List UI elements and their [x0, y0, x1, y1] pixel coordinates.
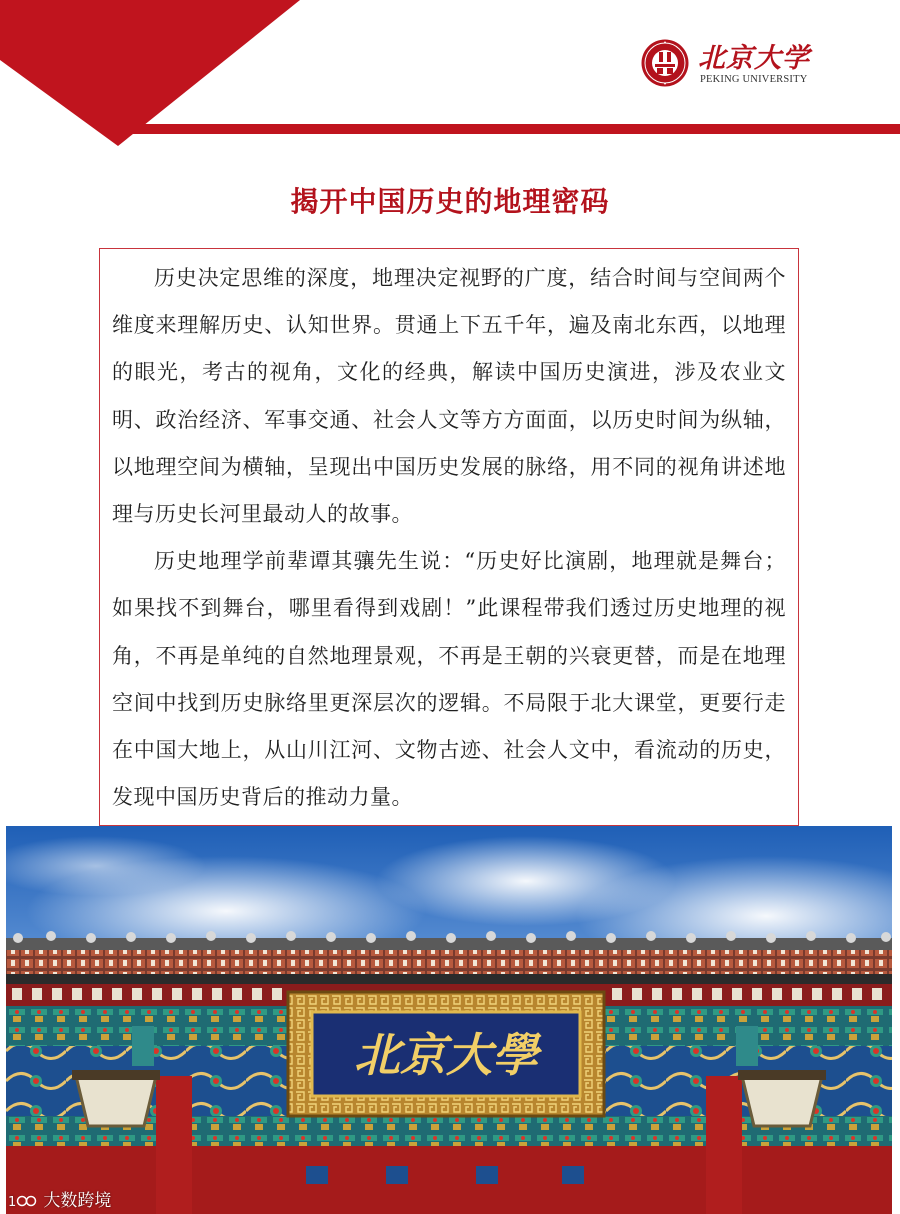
watermark-text: 大数跨境 [43, 1191, 112, 1211]
logo-chinese-name: 北京大学 [698, 43, 810, 74]
watermark-logo-icon [8, 1193, 38, 1209]
paragraph-1: 历史决定思维的深度，地理决定视野的广度，结合时间与空间两个维度来理解历史、认知世界。贯通上下五千年，遍及南北东西，以地理的眼光，考古的视角，文化的经典，解读中国历史演进，涉及农业文明、政治经济、军事交通、社会人文等方方面面，以历史时间为纵轴，以地理空间为横轴，呈现出中国历史发展的脉络，用不同的视角讲述地理与历史长河里最动人的故事。 [112, 266, 786, 527]
logo-english-name: PEKING UNIVERSITY [700, 74, 808, 85]
intro-text-box [99, 248, 799, 826]
header-red-bar [118, 124, 900, 134]
peking-university-seal-icon [640, 38, 690, 88]
svg-text:1: 1 [8, 1195, 17, 1209]
campus-gate-photo [6, 826, 892, 1214]
gate-illustration [6, 826, 892, 1214]
watermark [8, 1186, 111, 1211]
plaque-text: 北京大學 [354, 1028, 538, 1082]
university-logo [640, 36, 830, 92]
gate-plaque [288, 992, 604, 1116]
page-title: 揭开中国历史的地理密码 [290, 185, 610, 218]
paragraph-2: 历史地理学前辈谭其骧先生说：“历史好比演剧，地理就是舞台；如果找不到舞台，哪里看得到戏剧！”此课程带我们透过历史地理的视角，不再是单纯的自然地理景观，不再是王朝的兴衰更替，而是在地理空间中找到历史脉络里更深层次的逻辑。不局限于北大课堂，更要行走在中国大地上，从山川江河、文物古迹、社会人文中，看流动的历史，发现中国历史背后的推动力量。 [112, 549, 786, 810]
